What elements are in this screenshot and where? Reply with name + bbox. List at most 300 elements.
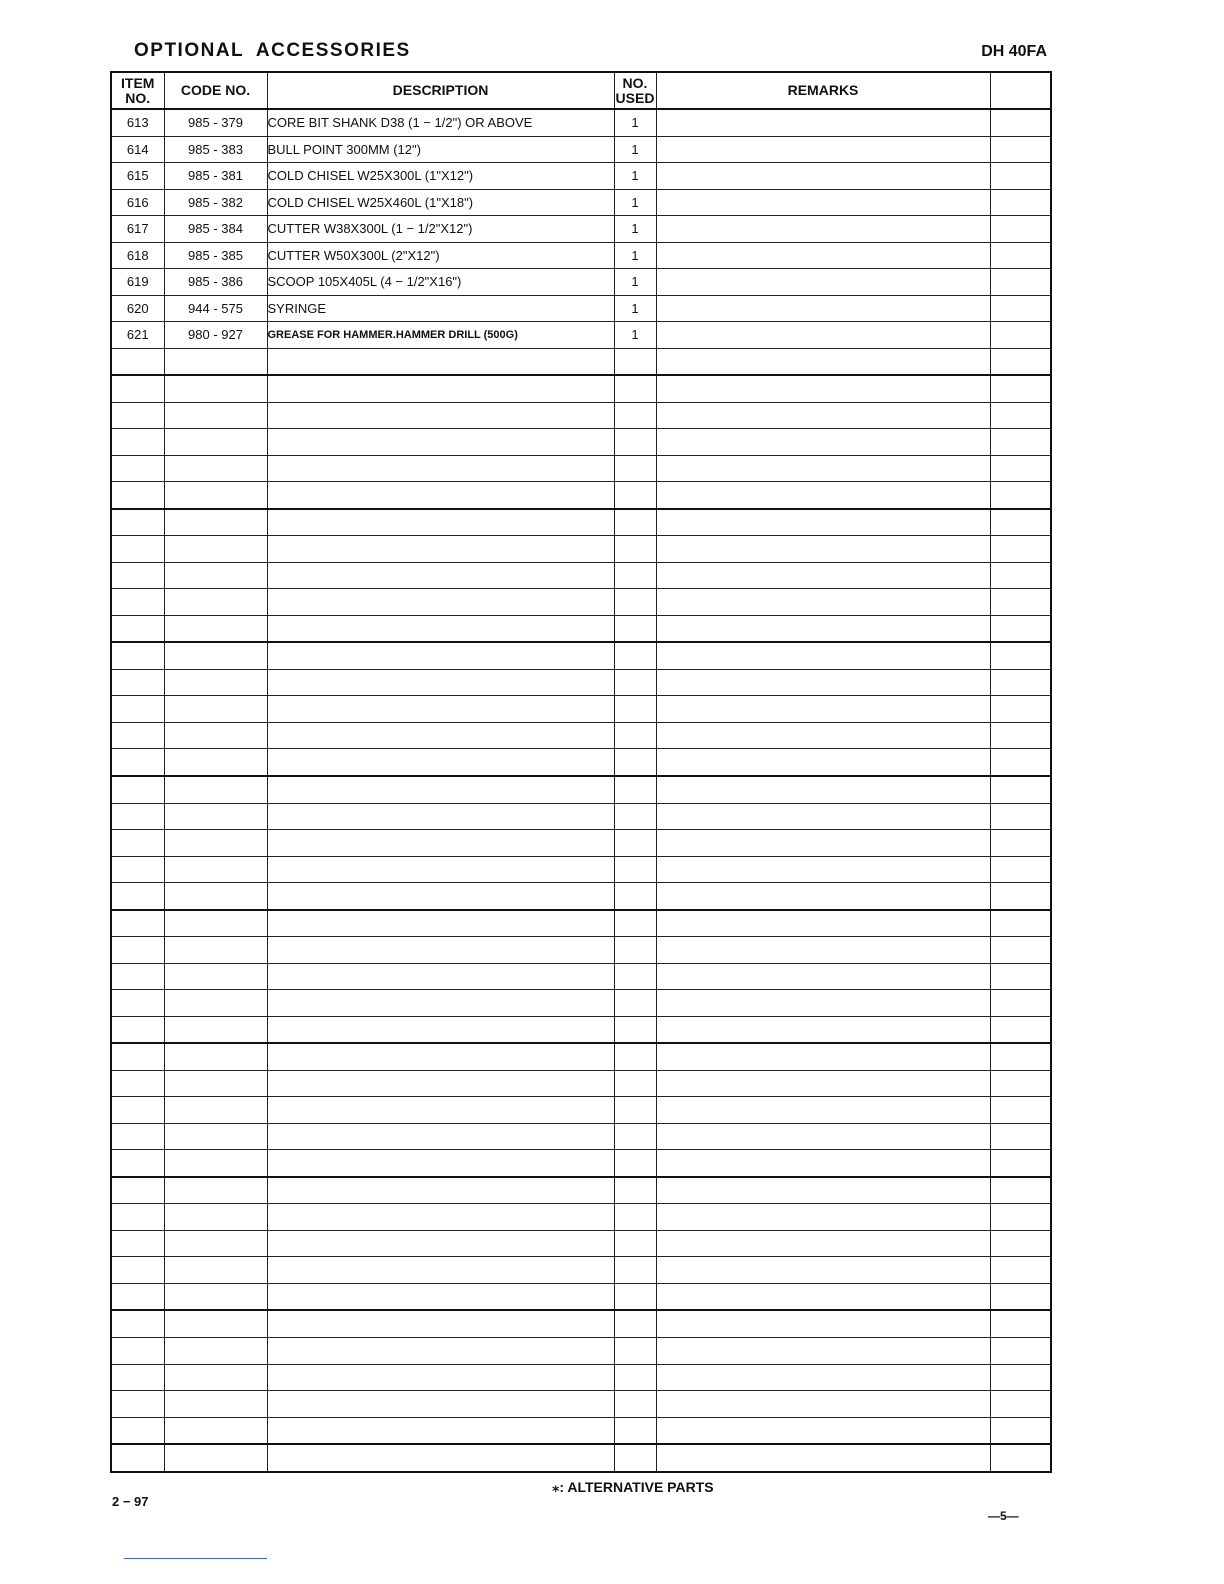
code-no-cell: [164, 696, 267, 723]
no-used-cell: 1: [614, 136, 656, 163]
remarks-cell: [656, 109, 990, 136]
item-no-cell: [111, 856, 164, 883]
remarks-cell: [656, 830, 990, 857]
header-blank: [990, 72, 1051, 109]
blank-cell: [990, 375, 1051, 402]
no-used-cell: [614, 883, 656, 910]
no-used-cell: [614, 937, 656, 964]
no-used-cell: [614, 1337, 656, 1364]
table-row: [111, 375, 1051, 402]
description-cell: [267, 963, 614, 990]
description-cell: CUTTER W50X300L (2"X12"): [267, 242, 614, 269]
description-cell: [267, 830, 614, 857]
blank-cell: [990, 1097, 1051, 1124]
description-cell: [267, 509, 614, 536]
description-cell: [267, 1283, 614, 1310]
no-used-cell: [614, 1097, 656, 1124]
item-no-cell: [111, 1016, 164, 1043]
remarks-cell: [656, 429, 990, 456]
blank-cell: [990, 1043, 1051, 1070]
code-no-cell: [164, 589, 267, 616]
no-used-cell: 1: [614, 216, 656, 243]
description-cell: CUTTER W38X300L (1 − 1/2"X12"): [267, 216, 614, 243]
no-used-cell: [614, 722, 656, 749]
table-row: [111, 722, 1051, 749]
remarks-cell: [656, 990, 990, 1017]
item-no-cell: [111, 883, 164, 910]
remarks-cell: [656, 803, 990, 830]
table-row: [111, 1204, 1051, 1231]
remarks-cell: [656, 1097, 990, 1124]
item-no-cell: [111, 1177, 164, 1204]
description-cell: [267, 455, 614, 482]
blank-cell: [990, 1257, 1051, 1284]
code-no-cell: [164, 749, 267, 776]
table-row: [111, 1257, 1051, 1284]
table-row: [111, 216, 1051, 243]
description-cell: [267, 1337, 614, 1364]
no-used-cell: [614, 1123, 656, 1150]
no-used-cell: [614, 348, 656, 375]
blank-cell: [990, 216, 1051, 243]
remarks-cell: [656, 937, 990, 964]
blank-cell: [990, 990, 1051, 1017]
remarks-cell: [656, 615, 990, 642]
remarks-cell: [656, 375, 990, 402]
table-row: [111, 136, 1051, 163]
blank-cell: [990, 615, 1051, 642]
item-no-cell: [111, 509, 164, 536]
remarks-cell: [656, 1310, 990, 1337]
blank-cell: [990, 937, 1051, 964]
table-row: [111, 856, 1051, 883]
description-cell: GREASE FOR HAMMER.HAMMER DRILL (500G): [267, 322, 614, 349]
blank-cell: [990, 189, 1051, 216]
description-cell: [267, 1043, 614, 1070]
remarks-cell: [656, 269, 990, 296]
description-cell: [267, 776, 614, 803]
description-cell: [267, 696, 614, 723]
table-row: [111, 322, 1051, 349]
no-used-cell: [614, 749, 656, 776]
no-used-cell: 1: [614, 269, 656, 296]
item-no-cell: [111, 1150, 164, 1177]
table-row: [111, 455, 1051, 482]
description-cell: [267, 856, 614, 883]
description-cell: [267, 429, 614, 456]
no-used-cell: [614, 1364, 656, 1391]
no-used-cell: [614, 776, 656, 803]
table-row: [111, 1070, 1051, 1097]
code-no-cell: [164, 1257, 267, 1284]
footnote-alternative-parts: ⁎: ALTERNATIVE PARTS: [552, 1479, 714, 1495]
header-no-used: NO. USED: [614, 72, 656, 109]
page-number: —5—: [988, 1509, 1019, 1523]
no-used-cell: [614, 1283, 656, 1310]
no-used-cell: [614, 1310, 656, 1337]
code-no-cell: [164, 1123, 267, 1150]
remarks-cell: [656, 136, 990, 163]
description-cell: [267, 589, 614, 616]
blank-cell: [990, 455, 1051, 482]
table-row: [111, 269, 1051, 296]
table-row: [111, 910, 1051, 937]
remarks-cell: [656, 402, 990, 429]
no-used-cell: [614, 615, 656, 642]
description-cell: [267, 348, 614, 375]
remarks-cell: [656, 1230, 990, 1257]
description-cell: [267, 1123, 614, 1150]
remarks-cell: [656, 1070, 990, 1097]
description-cell: SCOOP 105X405L (4 − 1/2"X16"): [267, 269, 614, 296]
description-cell: [267, 1364, 614, 1391]
table-row: [111, 642, 1051, 669]
item-no-cell: [111, 536, 164, 563]
item-no-cell: [111, 642, 164, 669]
code-no-cell: 985 - 381: [164, 163, 267, 190]
no-used-cell: [614, 856, 656, 883]
blank-cell: [990, 1070, 1051, 1097]
description-cell: COLD CHISEL W25X460L (1"X18"): [267, 189, 614, 216]
code-no-cell: [164, 1177, 267, 1204]
remarks-cell: [656, 1444, 990, 1472]
remarks-cell: [656, 1257, 990, 1284]
item-no-cell: [111, 429, 164, 456]
blank-cell: [990, 856, 1051, 883]
remarks-cell: [656, 1391, 990, 1418]
blank-cell: [990, 1150, 1051, 1177]
no-used-cell: [614, 1230, 656, 1257]
item-no-cell: [111, 1257, 164, 1284]
description-cell: [267, 1070, 614, 1097]
item-no-cell: [111, 375, 164, 402]
item-no-cell: [111, 1444, 164, 1472]
description-cell: [267, 482, 614, 509]
table-row: [111, 883, 1051, 910]
item-no-cell: [111, 1123, 164, 1150]
code-no-cell: [164, 402, 267, 429]
item-no-cell: [111, 1070, 164, 1097]
item-no-cell: [111, 1204, 164, 1231]
item-no-cell: 620: [111, 295, 164, 322]
table-row: [111, 1417, 1051, 1444]
description-cell: [267, 615, 614, 642]
no-used-cell: [614, 803, 656, 830]
table-row: [111, 242, 1051, 269]
item-no-cell: [111, 937, 164, 964]
table-row: [111, 429, 1051, 456]
item-no-cell: [111, 1230, 164, 1257]
blank-cell: [990, 1310, 1051, 1337]
remarks-cell: [656, 589, 990, 616]
parts-table-body: [111, 109, 1051, 1472]
blank-cell: [990, 642, 1051, 669]
description-cell: [267, 1257, 614, 1284]
item-no-cell: [111, 615, 164, 642]
no-used-cell: [614, 1417, 656, 1444]
code-no-cell: [164, 509, 267, 536]
code-no-cell: [164, 429, 267, 456]
description-cell: [267, 1310, 614, 1337]
code-no-cell: [164, 482, 267, 509]
item-no-cell: 619: [111, 269, 164, 296]
remarks-cell: [656, 749, 990, 776]
blank-cell: [990, 1391, 1051, 1418]
blank-cell: [990, 722, 1051, 749]
description-cell: [267, 749, 614, 776]
no-used-cell: 1: [614, 163, 656, 190]
item-no-cell: 621: [111, 322, 164, 349]
table-row: [111, 1310, 1051, 1337]
item-no-cell: [111, 1043, 164, 1070]
item-no-cell: 618: [111, 242, 164, 269]
code-no-cell: [164, 455, 267, 482]
remarks-cell: [656, 1337, 990, 1364]
remarks-cell: [656, 1364, 990, 1391]
no-used-cell: [614, 696, 656, 723]
remarks-cell: [656, 1016, 990, 1043]
code-no-cell: [164, 1204, 267, 1231]
item-no-cell: [111, 1417, 164, 1444]
remarks-cell: [656, 696, 990, 723]
remarks-cell: [656, 1417, 990, 1444]
code-no-cell: 944 - 575: [164, 295, 267, 322]
no-used-cell: [614, 1150, 656, 1177]
no-used-cell: 1: [614, 242, 656, 269]
remarks-cell: [656, 1123, 990, 1150]
no-used-cell: [614, 963, 656, 990]
blank-cell: [990, 776, 1051, 803]
remarks-cell: [656, 669, 990, 696]
code-no-cell: 980 - 927: [164, 322, 267, 349]
code-no-cell: [164, 1043, 267, 1070]
table-row: [111, 749, 1051, 776]
blank-cell: [990, 482, 1051, 509]
item-no-cell: [111, 1364, 164, 1391]
description-cell: [267, 722, 614, 749]
remarks-cell: [656, 856, 990, 883]
remarks-cell: [656, 295, 990, 322]
table-header-row: [111, 72, 1051, 109]
remarks-cell: [656, 482, 990, 509]
description-cell: [267, 536, 614, 563]
blank-cell: [990, 136, 1051, 163]
code-no-cell: [164, 722, 267, 749]
no-used-cell: [614, 1444, 656, 1472]
description-cell: [267, 1097, 614, 1124]
table-row: [111, 482, 1051, 509]
no-used-cell: [614, 589, 656, 616]
blank-cell: [990, 163, 1051, 190]
remarks-cell: [656, 1043, 990, 1070]
no-used-cell: [614, 910, 656, 937]
item-no-cell: [111, 1283, 164, 1310]
item-no-cell: [111, 830, 164, 857]
blank-cell: [990, 509, 1051, 536]
description-cell: BULL POINT 300MM (12"): [267, 136, 614, 163]
table-row: [111, 1043, 1051, 1070]
item-no-cell: [111, 776, 164, 803]
table-row: [111, 1391, 1051, 1418]
table-row: [111, 536, 1051, 563]
no-used-cell: [614, 1070, 656, 1097]
description-cell: [267, 1204, 614, 1231]
revision-date: 2 − 97: [112, 1494, 149, 1509]
description-cell: [267, 402, 614, 429]
item-no-cell: [111, 455, 164, 482]
item-no-cell: [111, 669, 164, 696]
code-no-cell: [164, 803, 267, 830]
item-no-cell: [111, 562, 164, 589]
code-no-cell: [164, 1337, 267, 1364]
table-row: [111, 402, 1051, 429]
blank-cell: [990, 348, 1051, 375]
blank-cell: [990, 109, 1051, 136]
table-row: [111, 1364, 1051, 1391]
blank-cell: [990, 749, 1051, 776]
item-no-cell: [111, 589, 164, 616]
blank-cell: [990, 1123, 1051, 1150]
code-no-cell: [164, 1364, 267, 1391]
item-no-cell: [111, 1310, 164, 1337]
remarks-cell: [656, 722, 990, 749]
code-no-cell: 985 - 386: [164, 269, 267, 296]
blank-cell: [990, 830, 1051, 857]
table-row: [111, 1177, 1051, 1204]
code-no-cell: 985 - 385: [164, 242, 267, 269]
header-description: DESCRIPTION: [267, 72, 614, 109]
blank-cell: [990, 803, 1051, 830]
blank-cell: [990, 1230, 1051, 1257]
header-item-no: ITEM NO.: [111, 72, 164, 109]
blank-cell: [990, 322, 1051, 349]
item-no-cell: [111, 990, 164, 1017]
table-row: [111, 937, 1051, 964]
blank-cell: [990, 1444, 1051, 1472]
remarks-cell: [656, 536, 990, 563]
code-no-cell: [164, 1391, 267, 1418]
parts-table: [110, 71, 1052, 1473]
remarks-cell: [656, 189, 990, 216]
item-no-cell: [111, 1391, 164, 1418]
item-no-cell: 617: [111, 216, 164, 243]
code-no-cell: [164, 615, 267, 642]
remarks-cell: [656, 1204, 990, 1231]
code-no-cell: [164, 348, 267, 375]
blank-cell: [990, 536, 1051, 563]
code-no-cell: [164, 937, 267, 964]
blank-cell: [990, 562, 1051, 589]
remarks-cell: [656, 455, 990, 482]
code-no-cell: [164, 1150, 267, 1177]
no-used-cell: [614, 482, 656, 509]
table-row: [111, 776, 1051, 803]
item-no-cell: [111, 803, 164, 830]
no-used-cell: 1: [614, 295, 656, 322]
model-number: DH 40FA: [981, 43, 1047, 60]
description-cell: [267, 1016, 614, 1043]
blank-cell: [990, 883, 1051, 910]
blank-cell: [990, 589, 1051, 616]
table-row: [111, 830, 1051, 857]
description-cell: [267, 990, 614, 1017]
table-row: [111, 803, 1051, 830]
no-used-cell: [614, 375, 656, 402]
description-cell: SYRINGE: [267, 295, 614, 322]
blank-cell: [990, 910, 1051, 937]
item-no-cell: 616: [111, 189, 164, 216]
code-no-cell: [164, 1097, 267, 1124]
description-cell: [267, 669, 614, 696]
no-used-cell: [614, 536, 656, 563]
no-used-cell: [614, 1204, 656, 1231]
description-cell: [267, 642, 614, 669]
no-used-cell: [614, 990, 656, 1017]
item-no-cell: 613: [111, 109, 164, 136]
blank-cell: [990, 269, 1051, 296]
no-used-cell: [614, 669, 656, 696]
item-no-cell: [111, 963, 164, 990]
table-row: [111, 696, 1051, 723]
header-code-no: CODE NO.: [164, 72, 267, 109]
code-no-cell: [164, 1230, 267, 1257]
no-used-cell: 1: [614, 189, 656, 216]
code-no-cell: 985 - 382: [164, 189, 267, 216]
code-no-cell: [164, 1283, 267, 1310]
code-no-cell: [164, 830, 267, 857]
remarks-cell: [656, 163, 990, 190]
item-no-cell: [111, 1097, 164, 1124]
table-row: [111, 1097, 1051, 1124]
table-row: [111, 963, 1051, 990]
page-title: OPTIONAL ACCESSORIES: [134, 40, 411, 61]
code-no-cell: [164, 1070, 267, 1097]
description-cell: [267, 1417, 614, 1444]
table-row: [111, 109, 1051, 136]
blank-cell: [990, 1417, 1051, 1444]
no-used-cell: [614, 1257, 656, 1284]
remarks-cell: [656, 216, 990, 243]
description-cell: [267, 803, 614, 830]
description-cell: [267, 937, 614, 964]
no-used-cell: [614, 562, 656, 589]
description-cell: [267, 1177, 614, 1204]
remarks-cell: [656, 242, 990, 269]
item-no-cell: [111, 348, 164, 375]
description-cell: CORE BIT SHANK D38 (1 − 1/2") OR ABOVE: [267, 109, 614, 136]
remarks-cell: [656, 963, 990, 990]
table-row: [111, 348, 1051, 375]
no-used-cell: [614, 642, 656, 669]
table-row: [111, 1150, 1051, 1177]
no-used-cell: [614, 509, 656, 536]
remarks-cell: [656, 509, 990, 536]
blank-cell: [990, 1283, 1051, 1310]
table-row: [111, 1444, 1051, 1472]
code-no-cell: [164, 963, 267, 990]
code-no-cell: 985 - 383: [164, 136, 267, 163]
remarks-cell: [656, 348, 990, 375]
table-row: [111, 163, 1051, 190]
description-cell: [267, 883, 614, 910]
no-used-cell: [614, 429, 656, 456]
item-no-cell: [111, 910, 164, 937]
table-row: [111, 1123, 1051, 1150]
blank-cell: [990, 1204, 1051, 1231]
code-no-cell: [164, 1444, 267, 1472]
code-no-cell: 985 - 384: [164, 216, 267, 243]
code-no-cell: [164, 1016, 267, 1043]
